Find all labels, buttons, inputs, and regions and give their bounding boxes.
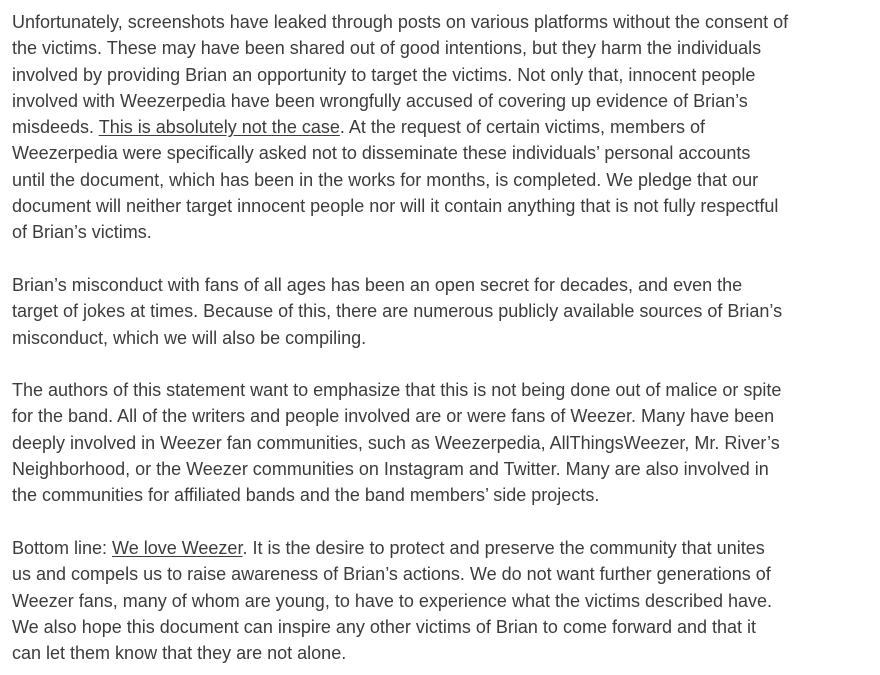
text-line: involved by providing Brian an opportunity to target the victims. Not only that, innocent people xyxy=(12,64,756,85)
text-line: target of jokes at times. Because of this, there are numerous publicly available sources of Brian’s xyxy=(12,301,783,322)
text-line: misconduct, which we will also be compiling. xyxy=(12,327,367,348)
paragraph-leaked-screenshots xyxy=(12,9,876,246)
underlined-emphasis: This is absolutely not the case xyxy=(98,117,340,138)
text-line: can let them know that they are not alone. xyxy=(12,643,347,664)
paragraph-authors-statement xyxy=(12,377,876,508)
text-line: Brian’s misconduct with fans of all ages has been an open secret for decades, and even the xyxy=(12,274,743,295)
text-line: . It is the desire to protect and preserve the community that unites xyxy=(242,537,765,558)
text-line: until the document, which has been in the works for months, is completed. We pledge that our xyxy=(12,169,759,190)
text-line: Neighborhood, or the Weezer communities on Instagram and Twitter. Many are also involved in xyxy=(12,459,769,480)
paragraph-open-secret xyxy=(12,272,876,351)
text-line: Weezer fans, many of whom are young, to have to experience what the victims described have. xyxy=(12,590,773,611)
text-line: Weezerpedia were specifically asked not to disseminate these individuals’ personal accounts xyxy=(12,143,751,164)
text-line: Unfortunately, screenshots have leaked through posts on various platforms without the consent of xyxy=(12,12,789,32)
text-line: the communities for affiliated bands and the band members’ side projects. xyxy=(12,485,600,506)
text-line: Bottom line: xyxy=(12,537,113,558)
text-line: of Brian’s victims. xyxy=(12,222,152,243)
underlined-emphasis: We love Weezer xyxy=(112,537,243,558)
document-body xyxy=(12,9,876,666)
text-line: document will neither target innocent people nor will it contain anything that is not fully respectful xyxy=(12,196,779,217)
text-line: misdeeds. xyxy=(12,117,99,138)
text-line: We also hope this document can inspire any other victims of Brian to come forward and that it xyxy=(12,616,757,637)
text-line: . At the request of certain victims, members of xyxy=(339,117,706,138)
text-line: the victims. These may have been shared out of good intentions, but they harm the individuals xyxy=(12,38,762,59)
paragraph-bottom-line xyxy=(12,535,876,666)
text-line: us and compels us to raise awareness of Brian’s actions. We do not want further generations of xyxy=(12,564,771,585)
text-line: for the band. All of the writers and people involved are or were fans of Weezer. Many have been xyxy=(12,406,775,427)
text-line: The authors of this statement want to emphasize that this is not being done out of malice or spite xyxy=(12,380,782,401)
text-line: involved with Weezerpedia have been wrongfully accused of covering up evidence of Brian’s xyxy=(12,90,748,111)
text-line: deeply involved in Weezer fan communities, such as Weezerpedia, AllThingsWeezer, Mr. River’s xyxy=(12,432,780,453)
